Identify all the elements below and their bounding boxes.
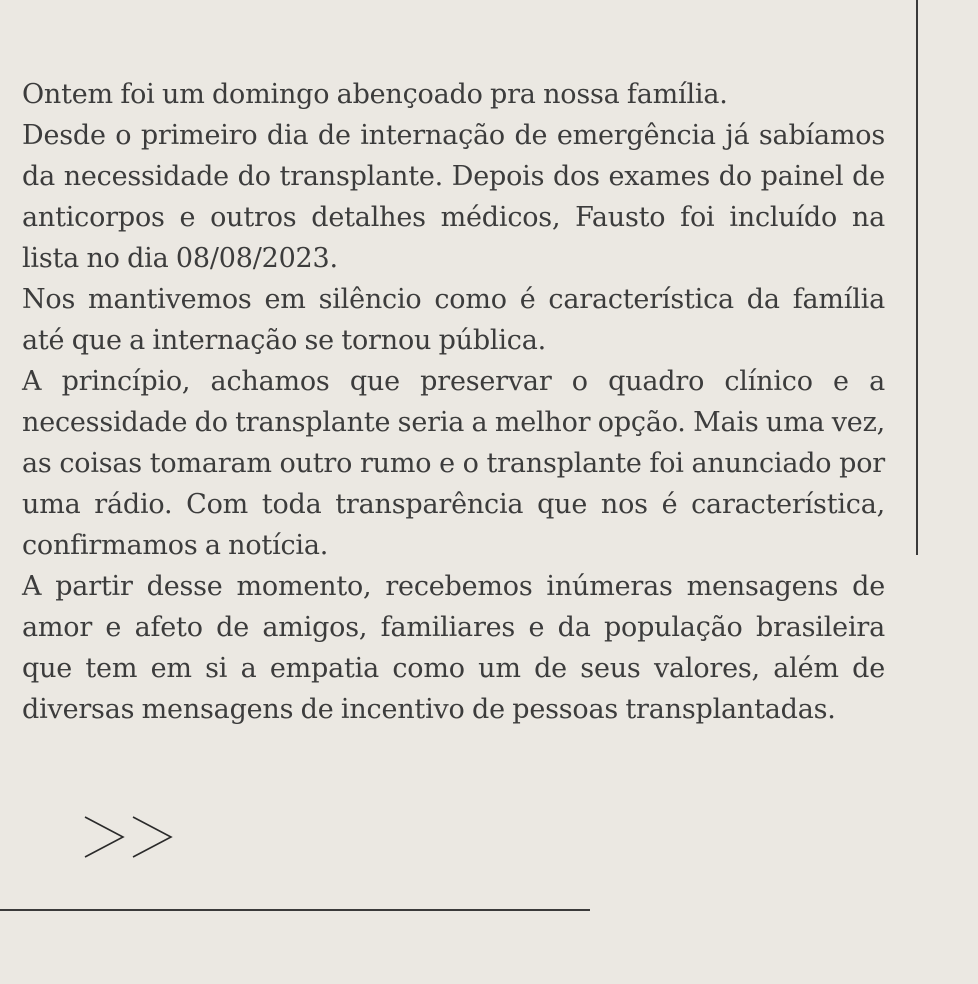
paragraph-internacao: Desde o primeiro dia de internação de emergência já sabíamos da necessidade do transplante. Depois dos exames do painel de anticorpos e outros detalhes médicos, Fausto foi incluído na lista no dia 08/08/2023. (22, 120, 885, 274)
paragraph-intro: Ontem foi um domingo abençoado pra nossa família. (22, 79, 728, 110)
bottom-divider (0, 909, 590, 911)
paragraph-mensagens: A partir desse momento, recebemos inúmeras mensagens de amor e afeto de amigos, familiares e da população brasileira que tem em si a empatia como um de seus valores, além de diversas mensagens de incentivo de pessoas transplantadas. (22, 571, 885, 725)
post-text (22, 74, 885, 730)
vertical-divider (916, 0, 918, 555)
double-chevron-right-icon[interactable] (83, 815, 175, 859)
double-chevron-right-glyph (83, 815, 175, 859)
paragraph-silencio: Nos mantivemos em silêncio como é característica da família até que a internação se tornou pública. (22, 284, 885, 356)
paragraph-principio: A princípio, achamos que preservar o quadro clínico e a necessidade do transplante seria a melhor opção. Mais uma vez, as coisas tomaram outro rumo e o transplante foi anunciado por uma rádio. Com toda transparência que nos é característica, confirmamos a notícia. (22, 366, 885, 561)
